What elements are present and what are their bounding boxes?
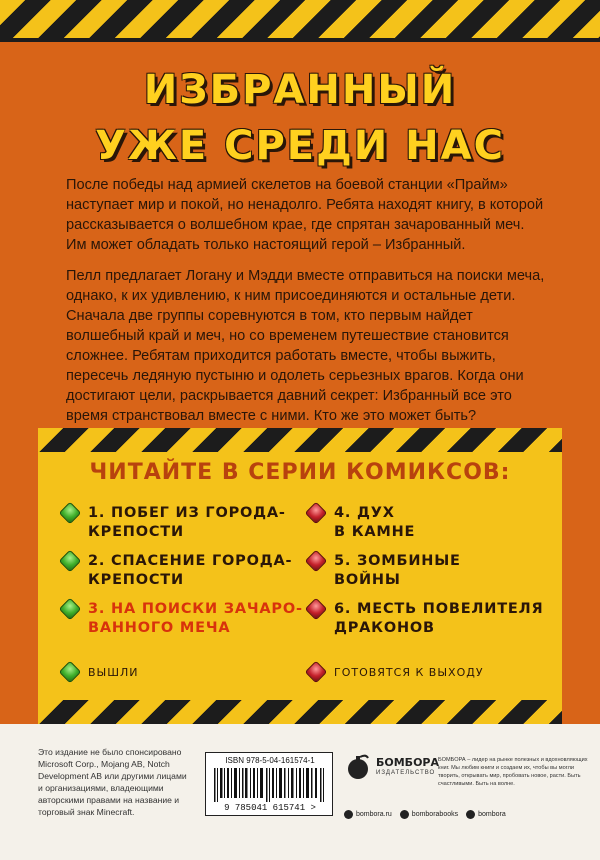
synopsis-paragraph-1: После победы над армией скелетов на боевой станции «Прайм» наступает мир и покой, но ненадолго. Ребята находят книгу, в которой рассказывается о волшебном крае, где спрятан зачарованный меч. Им может обладать только настоящий герой – Избранный.: [66, 177, 544, 253]
isbn-label: ISBN 978-5-04-161574-1: [225, 756, 315, 765]
isbn-barcode-block: [205, 752, 333, 816]
green-gem-icon: [59, 661, 82, 684]
red-gem-icon: [305, 502, 328, 525]
legend-released: [62, 664, 139, 680]
social-icon: [466, 810, 475, 819]
series-panel: [38, 428, 562, 724]
social-icon: [400, 810, 409, 819]
bombora-logo-icon: [344, 754, 372, 780]
web-icon: [344, 810, 353, 819]
copyright-disclaimer: Это издание не было спонсировано Microsoft Corp., Mojang AB, Notch Development AB или другими лицами и организациями, владеющими авторскими правами на название и торговый знак Minecraft.: [38, 747, 187, 817]
publisher-name: БОМБОРА: [376, 756, 439, 769]
link-social-books[interactable]: bomborabooks: [400, 810, 458, 819]
series-panel-bottom-stripe: [38, 700, 562, 724]
legend-upcoming-label: ГОТОВЯТСЯ К ВЫХОДУ: [334, 665, 484, 679]
red-gem-icon: [305, 661, 328, 684]
legend-upcoming: [308, 664, 484, 680]
series-book-4: [308, 504, 415, 542]
series-book-4-label: 4. ДУХ В КАМНЕ: [334, 505, 416, 540]
green-gem-icon: [59, 598, 82, 621]
back-cover-title: [0, 62, 600, 174]
synopsis-paragraph-2: Пелл предлагает Логану и Мэдди вместе отправиться на поиски меча, однако, к их удивлению, к ним присоединяются и остальные дети. Сначала две группы соревнуются в том, кто первым найдет волшебный край и меч, но со временем путешествие становится сложнее. Ребятам приходится работать вместе, чтобы выжить, пересечь ледяную пустыню и одолеть серьезных врагов. Когда они достигают цели, раскрывается давний секрет: Избранный все это время странствовал вместе с ними. Кто же это может быть?: [66, 268, 545, 424]
series-book-3: [62, 600, 303, 638]
green-gem-icon: [59, 550, 82, 573]
link-website[interactable]: bombora.ru: [344, 810, 392, 819]
series-book-6-label: 6. МЕСТЬ ПОВЕЛИТЕЛЯ ДРАКОНОВ: [334, 601, 544, 636]
series-book-5: [308, 552, 461, 590]
barcode-digits: 9 785041 615741 >: [224, 803, 316, 813]
title-line-1: ИЗБРАННЫЙ: [143, 67, 457, 113]
link-social-bombora[interactable]: bombora: [466, 810, 506, 819]
red-gem-icon: [305, 550, 328, 573]
top-hazard-stripe: [0, 0, 600, 42]
series-panel-top-stripe: [38, 428, 562, 452]
series-book-5-label: 5. ЗОМБИНЫЕ ВОЙНЫ: [334, 553, 461, 588]
barcode-icon: [214, 768, 326, 802]
publisher-links: [344, 810, 506, 819]
green-gem-icon: [59, 502, 82, 525]
red-gem-icon: [305, 598, 328, 621]
publisher-slogan: БОМБОРА – лидер на рынке полезных и вдохновляющих книг. Мы любим книги и создаем их, чтобы вы могли творить, открывать мир, пробовать новое, расти. Быть счастливыми. Быть на волне.: [438, 757, 588, 787]
publisher-subtitle: ИЗДАТЕЛЬСТВО: [376, 770, 436, 776]
title-line-2: УЖЕ СРЕДИ НАС: [95, 123, 505, 169]
series-book-3-label: 3. НА ПОИСКИ ЗАЧАРО- ВАННОГО МЕЧА: [88, 601, 303, 636]
series-book-1: [62, 504, 286, 542]
series-book-2: [62, 552, 292, 590]
series-book-6: [308, 600, 543, 638]
legend-released-label: ВЫШЛИ: [88, 665, 139, 679]
series-book-1-label: 1. ПОБЕГ ИЗ ГОРОДА- КРЕПОСТИ: [88, 505, 286, 540]
series-book-2-label: 2. СПАСЕНИЕ ГОРОДА- КРЕПОСТИ: [88, 553, 293, 588]
series-heading: ЧИТАЙТЕ В СЕРИИ КОМИКСОВ:: [89, 460, 511, 485]
